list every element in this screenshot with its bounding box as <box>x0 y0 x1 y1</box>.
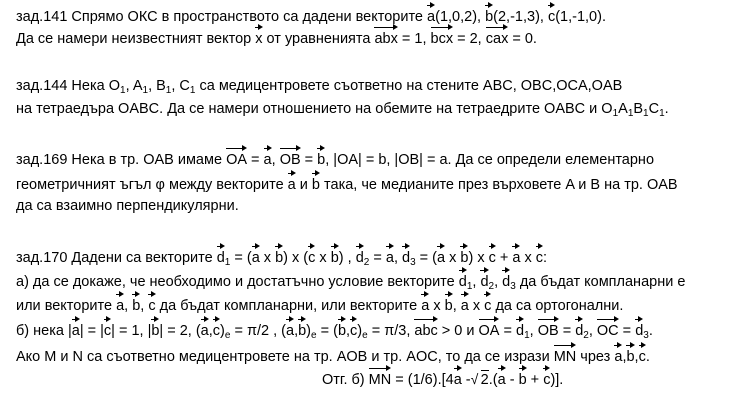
text: = (1/6).[4 <box>391 372 454 388</box>
text: ) <box>306 323 312 339</box>
subscript: 2 <box>363 257 370 268</box>
vector-d: d <box>459 269 467 292</box>
text: = π/3, <box>367 323 415 339</box>
subscript: e <box>311 330 317 341</box>
subscript: 1 <box>120 85 126 96</box>
text: = ( <box>230 250 252 266</box>
vector-b: b <box>331 245 339 268</box>
vector-d: d <box>516 318 524 341</box>
text: , <box>622 349 627 365</box>
vector-c: c <box>104 318 111 341</box>
vector-OA: OA <box>479 318 500 341</box>
subscript: 3 <box>510 281 516 292</box>
vector-OB: OB <box>280 147 301 170</box>
text: да са ортогонални. <box>491 298 624 314</box>
text: или векторите <box>16 298 117 314</box>
text: ) <box>220 323 225 339</box>
text: геометричният ъгъл φ между векторите <box>16 177 288 193</box>
text: зад.170 Дадени са векторите <box>16 250 217 266</box>
text: = <box>369 250 386 266</box>
text: на тетраедъра OABC. Да се намери отношението на обемите на тетраедрите OABC и O <box>16 101 613 117</box>
vector-b: b <box>275 245 283 268</box>
vector-a: a <box>498 367 506 390</box>
vector-a: a <box>427 4 435 27</box>
square-root <box>475 370 489 390</box>
vector-b: b <box>485 4 493 27</box>
vector-c: c <box>213 318 220 341</box>
vector-a: a <box>201 318 209 341</box>
text: , <box>452 298 461 314</box>
text: , C <box>171 78 190 94</box>
subscript: e <box>362 330 368 341</box>
triple-product-cax: cax <box>486 26 509 49</box>
text: , <box>472 274 481 290</box>
vector-d: d <box>356 245 364 268</box>
subscript: 1 <box>524 330 530 341</box>
text: ) , <box>338 250 356 266</box>
vector-OC: OC <box>597 318 619 341</box>
text: а) да се докаже, че необходимо и достатъчно условие векторите <box>16 274 459 290</box>
text: .( <box>488 372 498 388</box>
text: Отг. б) <box>322 372 369 388</box>
text: , <box>346 323 351 339</box>
text: - <box>461 372 475 388</box>
vector-c: c <box>639 344 646 367</box>
vector-a: a <box>421 293 429 316</box>
vector-b: b <box>317 147 325 170</box>
text: ) <box>357 323 363 339</box>
vector-x: x <box>255 26 262 49</box>
vector-OB: OB <box>538 318 559 341</box>
text: , <box>140 298 149 314</box>
text: , A <box>125 78 143 94</box>
vector-d: d <box>402 245 410 268</box>
text: , B <box>148 78 166 94</box>
vector-c: c <box>484 293 491 316</box>
problem-144-line-1 <box>16 76 622 98</box>
vector-c: c <box>308 245 315 268</box>
vector-b: b <box>460 245 468 268</box>
text: да са взаимно перпендикулярни. <box>16 198 239 214</box>
subscript: 1 <box>466 281 473 292</box>
text: x <box>259 250 276 266</box>
problem-169-line-1 <box>16 147 654 169</box>
problem-141-line-2 <box>16 26 537 48</box>
text: , <box>529 323 538 339</box>
vector-OA: OA <box>226 147 247 170</box>
vector-b: b <box>151 318 159 341</box>
radicand: 2 <box>480 372 489 388</box>
subscript: 1 <box>659 108 665 119</box>
vector-a: a <box>116 293 124 316</box>
vector-a: a <box>264 147 272 170</box>
text: x <box>445 250 461 266</box>
vector-a: a <box>288 172 296 195</box>
subscript: 1 <box>612 108 619 119</box>
subscript: 2 <box>488 281 495 292</box>
text: + <box>495 250 513 266</box>
text: A <box>618 101 628 117</box>
text: | = 1, | <box>111 323 152 339</box>
text: б) нека | <box>16 323 72 339</box>
problem-170-line-5 <box>16 344 650 366</box>
text: x <box>429 298 445 314</box>
problem-170-answer <box>322 367 563 389</box>
subscript: 1 <box>142 85 149 96</box>
text: да бъдат компланарни, или векторите <box>155 298 422 314</box>
text: = π/2 , ( <box>230 323 286 339</box>
vector-MN: MN <box>369 367 392 390</box>
text: = <box>300 152 318 168</box>
text: чрез <box>576 349 615 365</box>
problem-170-line-3 <box>16 293 623 315</box>
text: = 2, <box>453 31 486 47</box>
problem-170-line-2 <box>16 269 685 291</box>
vector-MN: MN <box>554 344 577 367</box>
triple-product-abc: abc <box>414 318 437 341</box>
text: = <box>499 323 517 339</box>
vector-b: b <box>338 318 346 341</box>
subscript: 2 <box>583 330 589 341</box>
vector-a: a <box>512 245 520 268</box>
text: B <box>633 101 644 117</box>
text: , <box>588 323 597 339</box>
text: = 0. <box>508 31 537 47</box>
text: = <box>558 323 576 339</box>
text: : <box>543 250 548 266</box>
subscript: 1 <box>224 257 231 268</box>
vector-b: b <box>298 318 306 341</box>
text: са медицентровете съответно на стените ABC, OBC,OCA,OAB <box>195 78 623 94</box>
text: . <box>648 323 653 339</box>
text: , <box>634 349 639 365</box>
text: x <box>315 250 331 266</box>
vector-b: b <box>626 344 634 367</box>
text: ) x <box>468 250 489 266</box>
vector-a: a <box>437 245 445 268</box>
text: , <box>124 298 133 314</box>
text: = 1, <box>397 31 431 47</box>
vector-a: a <box>252 245 260 268</box>
vector-a: a <box>72 318 80 341</box>
text: , <box>271 152 280 168</box>
vector-a: a <box>461 293 469 316</box>
text: , <box>494 274 503 290</box>
text: , <box>393 250 403 266</box>
text: = ( <box>415 250 438 266</box>
text: , <box>294 323 299 339</box>
text: | = 2, ( <box>159 323 201 339</box>
text: ) x ( <box>283 250 309 266</box>
problem-141-line-1 <box>16 4 606 26</box>
problem-170-line-1 <box>16 245 547 267</box>
vector-d: d <box>575 318 583 341</box>
text: . <box>645 349 650 365</box>
vector-a: a <box>386 245 394 268</box>
vector-d: d <box>480 269 488 292</box>
text: = ( <box>316 323 338 339</box>
text: . <box>664 101 669 117</box>
subscript: 3 <box>643 330 649 341</box>
text: (2,-1,3), <box>493 9 548 25</box>
vector-b: b <box>519 367 527 390</box>
vector-b: b <box>132 293 140 316</box>
vector-c: c <box>350 318 357 341</box>
vector-a: a <box>454 367 462 390</box>
triple-product-abx: abx <box>374 26 397 49</box>
vector-d: d <box>502 269 510 292</box>
text: зад.169 Нека в тр. OAB имаме <box>16 152 227 168</box>
text: , |OA| = b, |OB| = a. Да се определи елементарно <box>325 152 655 168</box>
triple-product-bcx: bcx <box>431 26 454 49</box>
problem-169-line-3 <box>16 196 239 218</box>
text: да бъдат компланарни е <box>515 274 686 290</box>
text: + <box>526 372 544 388</box>
subscript: 1 <box>627 108 634 119</box>
vector-d: d <box>635 318 643 341</box>
text: (1,0,2), <box>435 9 486 25</box>
vector-a: a <box>286 318 294 341</box>
text: = <box>618 323 636 339</box>
text: така, че медианите през върховете A и B на тр. OAB <box>320 177 678 193</box>
text: - <box>505 372 519 388</box>
vector-b: b <box>312 172 320 195</box>
vector-a: a <box>614 344 622 367</box>
text: | = | <box>79 323 104 339</box>
text: Ако M и N са съответно медицентровете на тр. AOB и тр. AOC, то да се изрази <box>16 349 554 365</box>
text: и <box>295 177 312 193</box>
text: x <box>468 298 485 314</box>
text: (1,-1,0). <box>555 9 606 25</box>
text: зад.141 Спрямо ОКС в пространството са дадени векторите <box>16 9 428 25</box>
vector-c: c <box>148 293 155 316</box>
text: = <box>247 152 264 168</box>
subscript: 3 <box>410 257 416 268</box>
problem-170-line-4 <box>16 318 653 340</box>
vector-c: c <box>536 245 543 268</box>
text: C <box>648 101 660 117</box>
text: x <box>520 250 536 266</box>
vector-d: d <box>217 245 225 268</box>
vector-c: c <box>543 367 550 390</box>
text: зад.144 Нека O <box>16 78 120 94</box>
text: , <box>208 323 213 339</box>
subscript: 1 <box>189 85 196 96</box>
problem-169-line-2 <box>16 172 678 194</box>
vector-c: c <box>489 245 496 268</box>
subscript: e <box>224 330 231 341</box>
text: от уравненията <box>262 31 375 47</box>
subscript: 1 <box>165 85 172 96</box>
vector-b: b <box>445 293 453 316</box>
subscript: 1 <box>643 108 649 119</box>
problem-144-line-2 <box>16 99 669 121</box>
text: Да се намери неизвестният вектор <box>16 31 256 47</box>
vector-c: c <box>548 4 555 27</box>
text: > 0 и <box>437 323 479 339</box>
text: )]. <box>550 372 564 388</box>
